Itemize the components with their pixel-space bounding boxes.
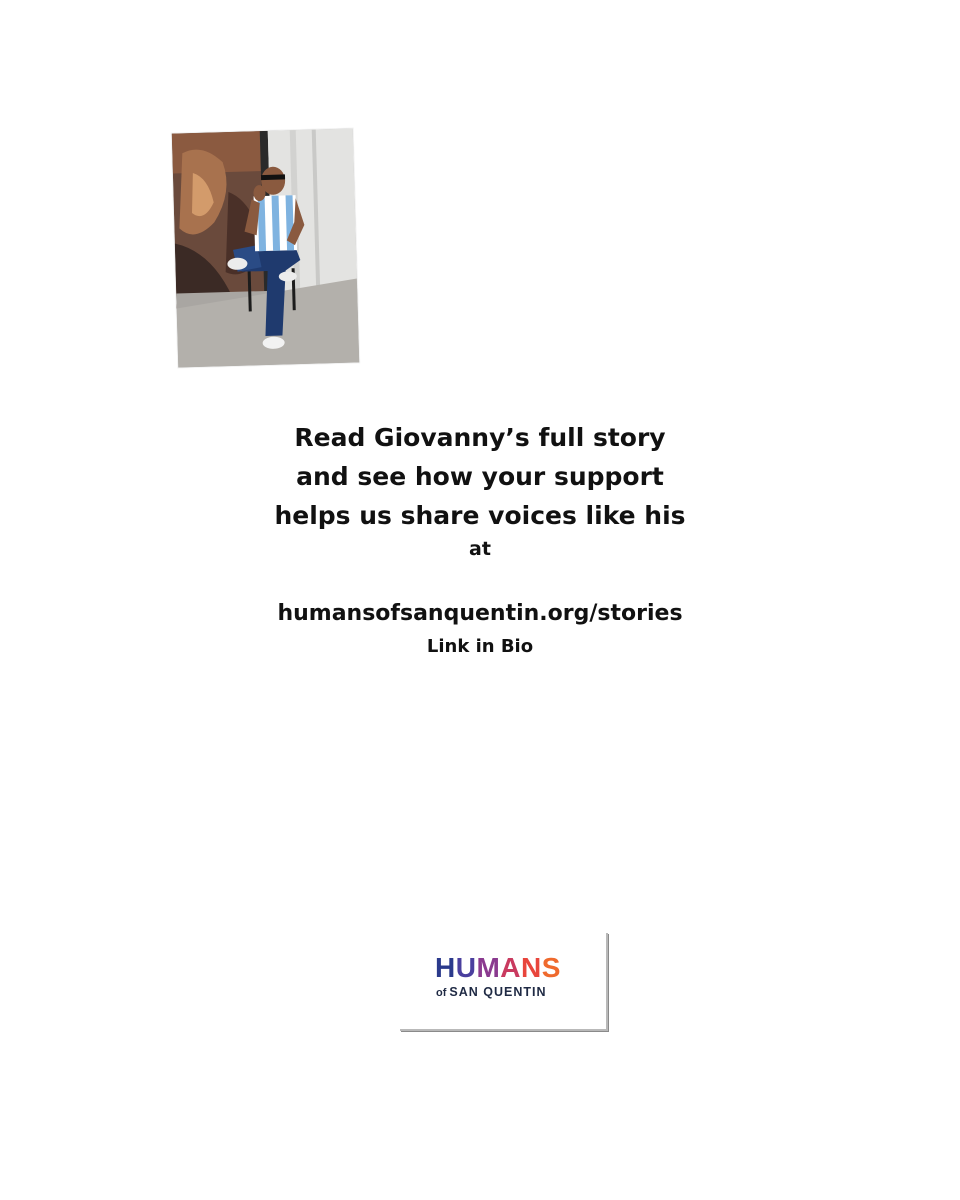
website-url: humansofsanquentin.org/stories <box>277 601 683 626</box>
logo-letter: M <box>476 952 501 983</box>
portrait-photo <box>172 129 359 368</box>
call-to-action-text <box>230 418 730 535</box>
headline-line-1: Read Giovanny’s full story <box>294 423 666 452</box>
logo-letter: U <box>455 952 477 983</box>
logo-letter: H <box>435 952 456 983</box>
person-seated-photo <box>172 129 359 368</box>
logo-letter: A <box>500 952 522 983</box>
headline-line-2: and see how your support <box>296 462 664 491</box>
logo-of: of <box>436 987 447 999</box>
logo-san-quentin: SAN QUENTIN <box>449 985 547 999</box>
link-in-bio-note: Link in Bio <box>426 636 534 657</box>
logo-wordmark <box>435 953 561 983</box>
at-text: at <box>469 538 491 560</box>
humans-of-san-quentin-logo <box>398 931 606 1029</box>
logo-letter: S <box>541 952 561 983</box>
logo-letter: N <box>521 952 542 983</box>
headline-line-3: helps us share voices like his <box>274 501 686 530</box>
logo-subtitle <box>436 985 547 999</box>
